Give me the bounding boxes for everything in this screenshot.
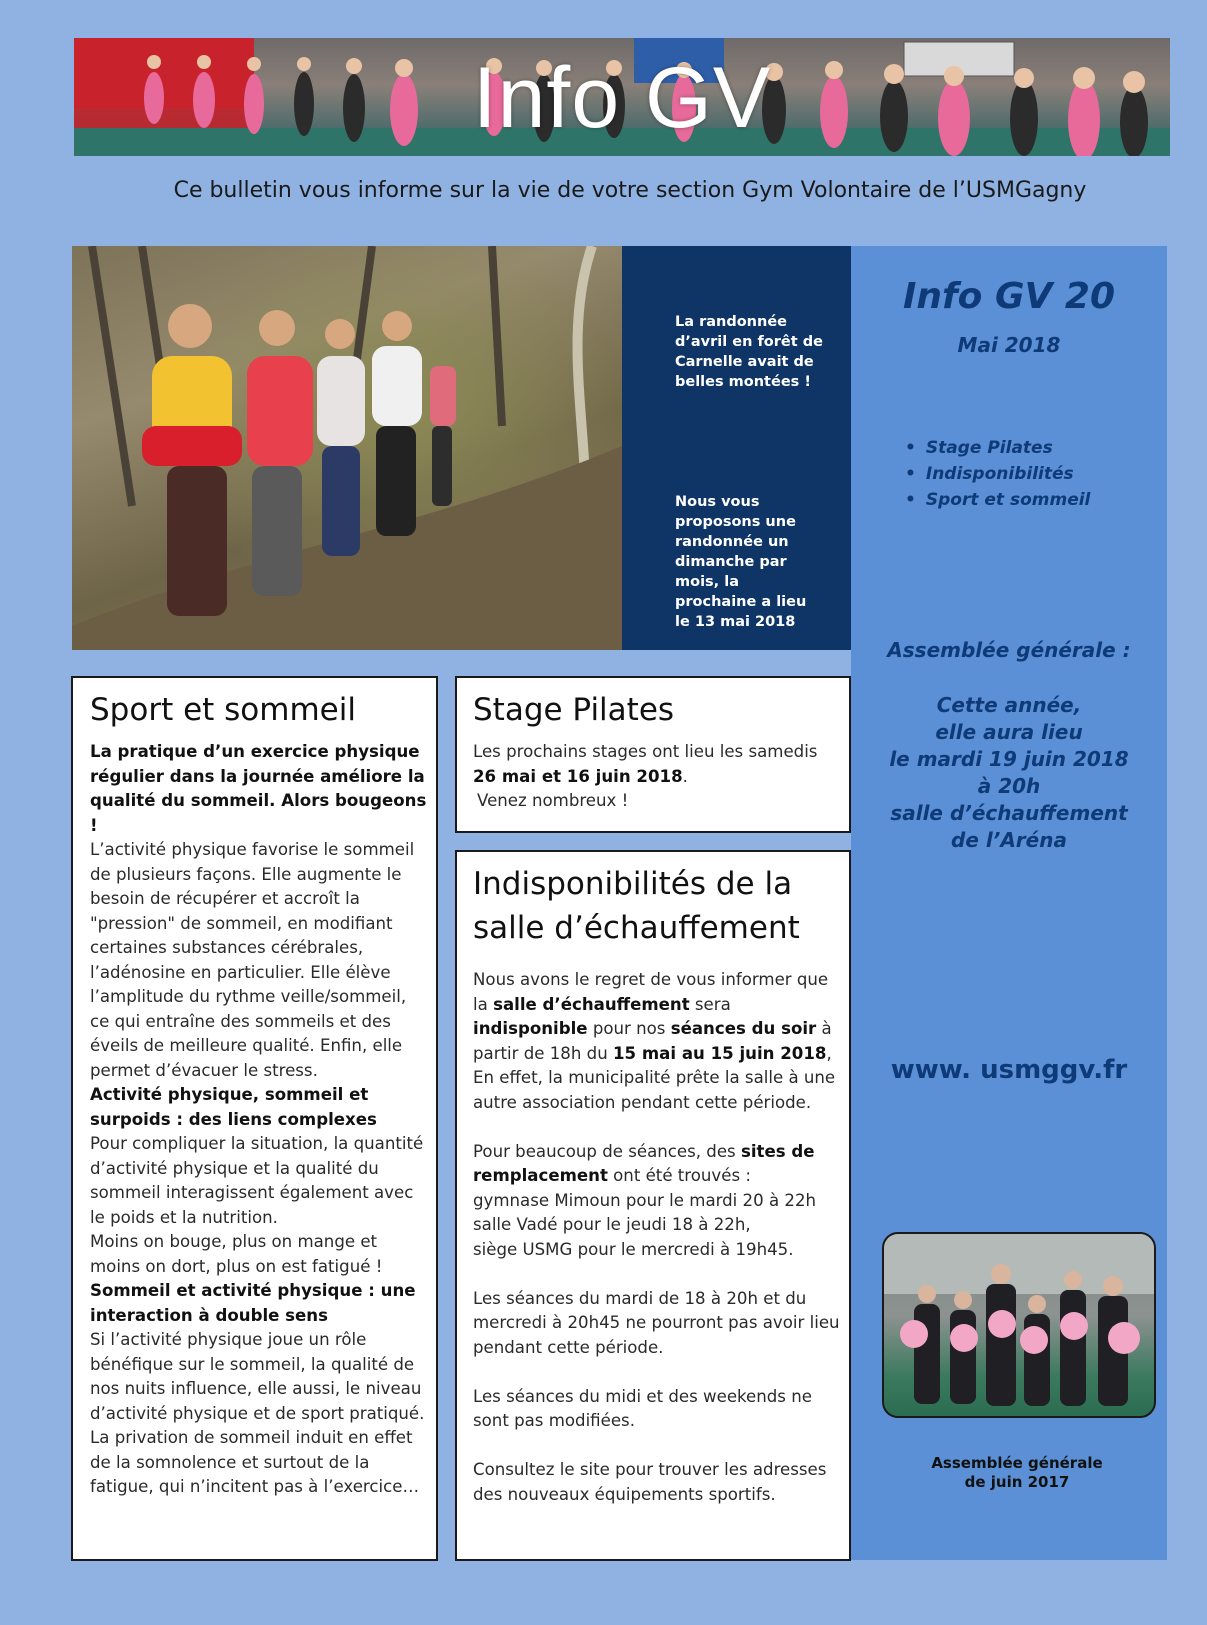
ag-line: elle aura lieu xyxy=(935,720,1083,744)
hike-caption-text: La randonnée d’avril en forêt de Carnelle avait de belles montées ! xyxy=(675,314,823,390)
article-sport-sommeil xyxy=(71,676,438,1561)
article-body xyxy=(473,740,845,814)
banner-title: Info GV xyxy=(472,50,772,146)
toc-item: • Indisponibilités xyxy=(905,461,1090,487)
article-paragraph: Les séances du mardi de 18 à 20h et du mercredi à 20h45 ne pourront pas avoir lieu pendant cette période. xyxy=(473,1288,840,1357)
ag-line: à 20h xyxy=(977,774,1041,798)
hike-photo xyxy=(72,246,622,650)
article-lead: La pratique d’un exercice physique régulier dans la journée améliore la qualité du sommeil. Alors bougeons ! xyxy=(90,742,427,835)
photo-caption-line: de juin 2017 xyxy=(964,1473,1070,1491)
hike-caption-panel xyxy=(622,246,851,650)
ag-group-photo xyxy=(882,1232,1156,1418)
issue-date: Mai 2018 xyxy=(957,333,1061,357)
text-run: à partir de 18h du xyxy=(473,1019,832,1063)
ag-details xyxy=(851,692,1167,854)
ag-heading: Assemblée générale : xyxy=(887,638,1131,662)
text-run: ont été trouvés : xyxy=(607,1166,751,1185)
text-run: Pour beaucoup de séances, des xyxy=(473,1141,741,1161)
text-run: sera xyxy=(689,994,731,1014)
text-run: salle Vadé pour le jeudi 18 à 22h, xyxy=(473,1215,751,1234)
article-title-line: Indisponibilités de la xyxy=(473,866,793,902)
hike-caption-text: Nous vous proposons une randonnée un dimanche par mois, la prochaine a lieu le 13 mai 2018 xyxy=(675,494,807,630)
tagline: Ce bulletin vous informe sur la vie de votre section Gym Volontaire de l’USMGagny xyxy=(173,178,1087,203)
article-paragraph: Les prochains stages ont lieu les samedis xyxy=(473,742,818,761)
website-link[interactable]: www. usmggv.fr xyxy=(890,1055,1128,1085)
article-paragraph xyxy=(473,1140,847,1263)
text-run: Nous avons le regret de vous informer que la xyxy=(473,970,829,1014)
ag-line: salle d’échauffement xyxy=(890,801,1128,825)
issue-title: Info GV 20 xyxy=(903,276,1115,317)
pilates-dates: 26 mai et 16 juin 2018 xyxy=(473,766,683,786)
article-subheading: Activité physique, sommeil et surpoids : des liens complexes xyxy=(90,1085,377,1129)
article-paragraph: Consultez le site pour trouver les adresses des nouveaux équipements sportifs. xyxy=(473,1460,827,1504)
toc-item: • Stage Pilates xyxy=(905,435,1090,461)
ag-line: de l’Aréna xyxy=(951,828,1067,852)
article-paragraph: Moins on bouge, plus on mange et moins on dort, plus on est fatigué ! xyxy=(90,1232,383,1276)
article-indisponibilites xyxy=(455,850,851,1561)
article-paragraph: Venez nombreux ! xyxy=(477,791,629,810)
text-run: pour nos xyxy=(587,1019,671,1038)
table-of-contents xyxy=(905,435,1090,513)
article-paragraph: Si l’activité physique joue un rôle bénéfique sur le sommeil, la qualité de nos nuits influence, elle aussi, le niveau d’activité physique et de sport pratiqué. La privation de sommeil induit en effet de la somnolence et surtout de la fatigue, qui n’incitent pas à l’exercice… xyxy=(90,1330,425,1496)
toc-item: • Sport et sommeil xyxy=(905,487,1090,513)
banner-photo xyxy=(74,38,1170,156)
group-illustration xyxy=(884,1234,1154,1416)
ag-line: Cette année, xyxy=(936,693,1082,717)
text-run: séances du soir xyxy=(670,1019,817,1038)
text-run: , En effet, la municipalité prête la salle à une autre association pendant cette période. xyxy=(473,1043,836,1112)
text-run: gymnase Mimoun pour le mardi 20 à 22h xyxy=(473,1190,817,1210)
article-title xyxy=(473,862,843,950)
article-stage-pilates xyxy=(455,676,851,833)
hikers-illustration xyxy=(72,246,622,650)
article-title: Sport et sommeil xyxy=(90,692,356,728)
article-title: Stage Pilates xyxy=(473,692,675,728)
text-run: salle d’échauffement xyxy=(493,994,690,1014)
photo-caption xyxy=(882,1454,1152,1492)
article-paragraph: L’activité physique favorise le sommeil de plusieurs façons. Elle augmente le besoin de récupérer et accroît la "pression" de sommeil, en modifiant certaines substances cérébrales, l’adénosine en particulier. Elle élève l’amplitude du rythme veille/sommeil, ce qui entraîne des sommeils et des éveils de meilleure qualité. Enfin, elle permet d’évacuer le stress. xyxy=(90,840,415,1080)
photo-caption-line: Assemblée générale xyxy=(931,1454,1103,1472)
text-run: sites de remplacement xyxy=(473,1141,815,1185)
text-run: indisponible xyxy=(473,1019,588,1038)
article-body xyxy=(473,968,847,1507)
article-title-line: salle d’échauffement xyxy=(473,910,800,946)
article-paragraph: Les séances du midi et des weekends ne sont pas modifiées. xyxy=(473,1386,812,1430)
text-run: 15 mai au 15 juin 2018 xyxy=(613,1043,827,1063)
punctuation: . xyxy=(682,766,688,786)
article-paragraph: Pour compliquer la situation, la quantité d’activité physique et la qualité du sommeil interagissent également avec le poids et la nutrition. xyxy=(90,1134,424,1227)
ag-line: le mardi 19 juin 2018 xyxy=(889,747,1129,771)
article-body xyxy=(90,740,430,1500)
article-paragraph xyxy=(473,968,847,1115)
article-subheading: Sommeil et activité physique : une interaction à double sens xyxy=(90,1281,416,1325)
text-run: siège USMG pour le mercredi à 19h45. xyxy=(473,1239,794,1259)
